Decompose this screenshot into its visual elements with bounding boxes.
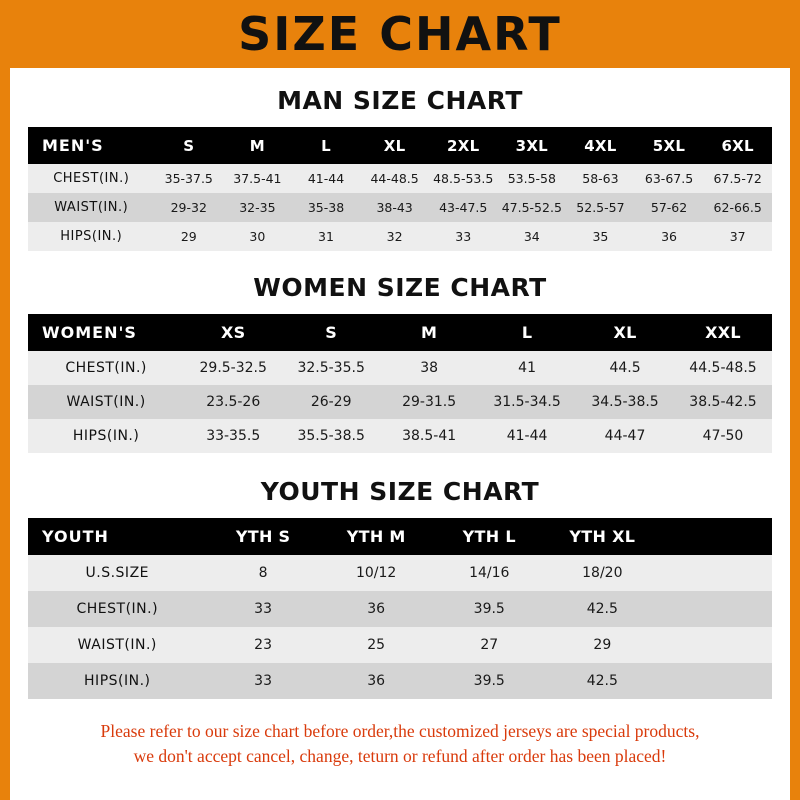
row-label: HIPS(IN.) [60, 229, 123, 244]
table-cell: 30 [249, 229, 266, 244]
table-cell: 37 [729, 229, 746, 244]
table-cell: 36 [661, 229, 677, 244]
table-cell: 18/20 [582, 565, 623, 581]
footer-note-line-2: we don't accept cancel, change, teturn or refund after order has been placed! [133, 746, 667, 767]
table-cell: 32-35 [239, 200, 276, 215]
table-cell: 39.5 [473, 601, 505, 617]
table-cell: 44-47 [604, 428, 646, 444]
column-header: MEN'S [42, 136, 104, 155]
table-row [28, 351, 772, 385]
table-row [28, 627, 772, 663]
table-cell: 8 [258, 565, 268, 581]
table-cell: 41-44 [506, 428, 548, 444]
row-label: WAIST(IN.) [77, 637, 157, 653]
table-row [28, 419, 772, 453]
men-section-title: MAN SIZE CHART [277, 86, 523, 115]
table-cell: 67.5-72 [713, 171, 762, 186]
table-cell: 38-43 [376, 200, 413, 215]
column-header: YTH XL [569, 527, 636, 546]
row-label: CHEST(IN.) [76, 601, 159, 617]
women-section-title: WOMEN SIZE CHART [253, 273, 547, 302]
table-cell: 29.5-32.5 [199, 360, 267, 376]
table-cell: 32.5-35.5 [297, 360, 365, 376]
table-cell [659, 591, 772, 627]
column-header: 3XL [515, 136, 549, 155]
column-header: 4XL [584, 136, 617, 155]
table-cell: 27 [480, 637, 499, 653]
table-cell: 62-66.5 [713, 200, 762, 215]
table-cell [659, 627, 772, 663]
row-label: CHEST(IN.) [65, 360, 147, 376]
table-header-row [28, 518, 772, 555]
table-header-row [28, 314, 772, 351]
table-cell: 36 [367, 673, 386, 689]
column-header: XXL [705, 323, 741, 342]
column-header: XL [613, 323, 637, 342]
table-cell: 52.5-57 [576, 200, 625, 215]
table-row [28, 164, 772, 193]
row-label: WAIST(IN.) [54, 200, 129, 215]
table-cell: 37.5-41 [233, 171, 282, 186]
row-label: CHEST(IN.) [53, 171, 130, 186]
table-cell: 35.5-38.5 [297, 428, 365, 444]
table-cell: 38 [420, 360, 439, 376]
column-header: S [183, 136, 195, 155]
table-cell: 35-37.5 [164, 171, 213, 186]
women-size-table [28, 314, 772, 453]
table-cell: 26-29 [310, 394, 352, 410]
table-row [28, 193, 772, 222]
column-header: YOUTH [42, 527, 109, 546]
row-label: HIPS(IN.) [72, 428, 140, 444]
table-cell: 58-63 [582, 171, 619, 186]
table-cell: 33 [254, 601, 272, 617]
table-cell: 33-35.5 [206, 428, 261, 444]
table-cell: 33 [455, 229, 472, 244]
women-section [10, 273, 790, 453]
men-section [10, 86, 790, 251]
table-row [28, 555, 772, 591]
table-row [28, 222, 772, 251]
row-label: U.S.SIZE [85, 565, 150, 581]
table-cell: 41-44 [307, 171, 345, 186]
table-cell: 34 [523, 229, 540, 244]
table-row [28, 385, 772, 419]
table-row [28, 591, 772, 627]
column-header: YTH M [346, 527, 406, 546]
table-cell [659, 555, 772, 591]
men-size-table [28, 127, 772, 251]
table-cell: 33 [254, 673, 272, 689]
table-cell: 31 [318, 229, 334, 244]
table-cell: 31.5-34.5 [493, 394, 561, 410]
column-header: L [321, 136, 331, 155]
column-header: 6XL [721, 136, 754, 155]
table-cell: 32 [386, 229, 403, 244]
table-cell: 29-31.5 [402, 394, 457, 410]
table-cell: 47.5-52.5 [501, 200, 562, 215]
table-cell: 53.5-58 [507, 171, 556, 186]
youth-section [10, 477, 790, 699]
table-cell: 10/12 [355, 565, 397, 581]
table-cell: 29 [180, 229, 197, 244]
table-cell: 44-48.5 [370, 171, 419, 186]
table-cell: 25 [367, 637, 386, 653]
column-header: YTH L [462, 527, 516, 546]
youth-section-title: YOUTH SIZE CHART [260, 477, 540, 506]
table-header-row [28, 127, 772, 164]
table-cell: 43-47.5 [439, 200, 488, 215]
table-cell: 47-50 [702, 428, 744, 444]
column-header: S [325, 323, 338, 342]
table-cell: 34.5-38.5 [591, 394, 659, 410]
column-header: WOMEN'S [42, 323, 137, 342]
header-band [0, 0, 800, 68]
footer-note-line-1: Please refer to our size chart before order,the customized jerseys are special products, [100, 721, 700, 741]
column-header: XL [383, 136, 406, 155]
table-cell: 44.5-48.5 [689, 360, 757, 376]
row-label: WAIST(IN.) [66, 394, 146, 410]
column-header: M [249, 136, 265, 155]
column-header: YTH S [235, 527, 291, 546]
row-label: HIPS(IN.) [84, 673, 151, 689]
table-cell: 23.5-26 [206, 394, 261, 410]
table-cell: 35-38 [307, 200, 345, 215]
table-cell: 42.5 [586, 601, 618, 617]
table-cell: 39.5 [473, 673, 505, 689]
column-header: M [421, 323, 438, 342]
table-cell: 44.5 [609, 360, 641, 376]
table-row [28, 663, 772, 699]
footer-note [10, 719, 790, 770]
column-header: L [521, 323, 533, 342]
column-header [659, 518, 772, 555]
column-header: XS [220, 323, 246, 342]
table-cell: 29-32 [170, 200, 207, 215]
table-cell [659, 663, 772, 699]
table-cell: 35 [592, 229, 609, 244]
table-cell: 48.5-53.5 [433, 171, 494, 186]
column-header: 5XL [652, 136, 686, 155]
page-title: SIZE CHART [238, 7, 562, 61]
table-cell: 41 [518, 360, 536, 376]
table-cell: 36 [367, 601, 386, 617]
table-cell: 38.5-41 [402, 428, 457, 444]
table-cell: 29 [593, 637, 612, 653]
table-cell: 23 [254, 637, 272, 653]
column-header: 2XL [446, 136, 480, 155]
table-cell: 42.5 [586, 673, 618, 689]
table-cell: 57-62 [650, 200, 688, 215]
table-cell: 14/16 [469, 565, 510, 581]
table-cell: 38.5-42.5 [689, 394, 757, 410]
table-cell: 63-67.5 [644, 171, 694, 186]
youth-size-table [28, 518, 772, 699]
